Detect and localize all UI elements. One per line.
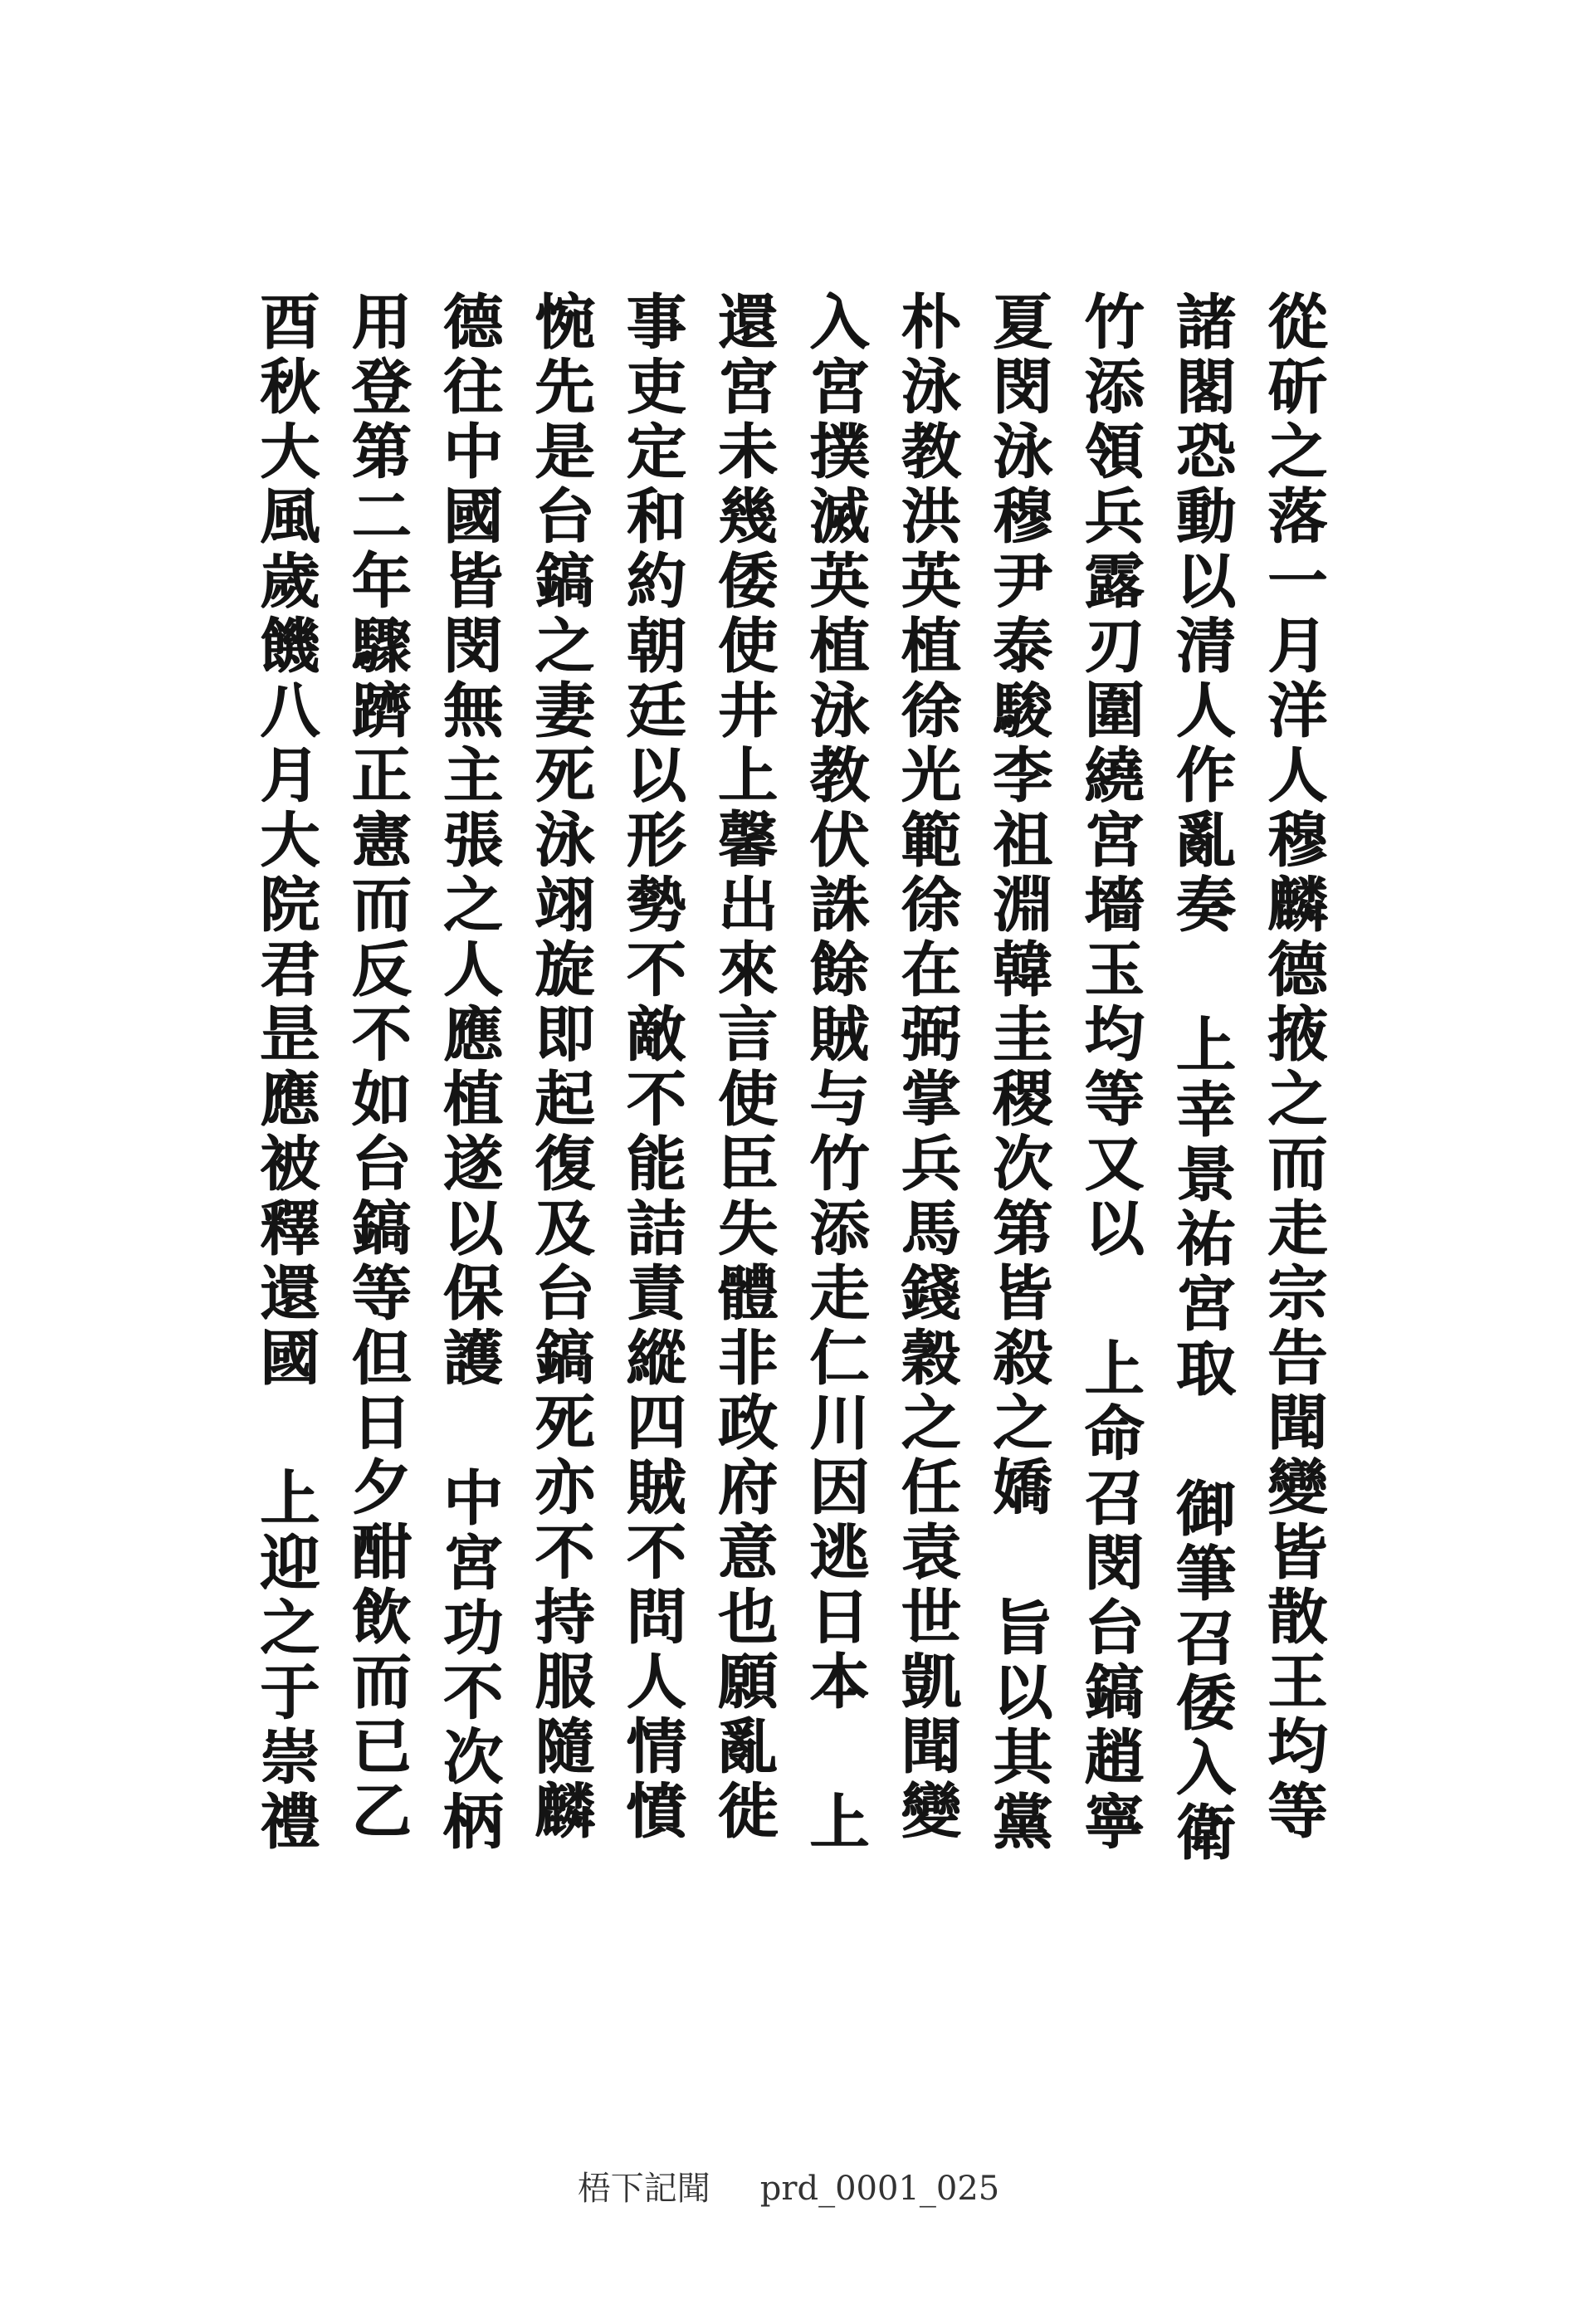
text-column: 夏閔泳穆尹泰駿李祖淵韓圭稷次第皆殺之嬌 旨以其黨: [982, 290, 1053, 1855]
text-column: 入宮撲滅英植泳教伏誅餘賊与竹添走仁川因逃日本 上: [799, 290, 871, 1855]
text-column: 酉秋大風歲饑八月大院君昰應被釋還國 上迎之于崇禮: [250, 290, 320, 1855]
text-column: 諸閣恐動以清人作亂奏 上幸景祐宮取 御筆召倭入衛: [1165, 290, 1237, 1866]
text-column: 事吏定和約朝廷以形勢不敵不能詰責縱四賊不問人情憤: [616, 290, 687, 1844]
page-footer: [0, 2162, 1577, 2209]
text-column: 從斫之落一月洋人穆麟德掖之而走宗告聞變皆散王均等: [1257, 290, 1328, 1844]
footer-page-id: prd_0001_025: [759, 2170, 1000, 2208]
footer-book-title: 梧下記聞: [577, 2170, 710, 2208]
text-column: 惋先是台鎬之妻死泳翊旋即起復及台鎬死亦不持服隨麟: [525, 290, 596, 1844]
text-column: 竹添領兵露刃圍繞宮墻玉均等又以 上命召閔台鎬趙寧: [1074, 290, 1145, 1855]
manuscript-text-block: [249, 290, 1328, 1917]
text-column: 用登第二年驟躋正憲而反不如台鎬等但日夕酣飲而已乙: [341, 290, 413, 1844]
text-column: 還宮未幾倭使井上馨出來言使臣失體非政府意也願亂徙: [707, 290, 779, 1844]
text-column: 朴泳教洪英植徐光範徐在弼掌兵馬錢穀之任袁世凱聞變: [891, 290, 962, 1844]
text-column: 德往中國皆閔無主張之人應植遂以保護 中宮功不次柄: [432, 290, 504, 1855]
